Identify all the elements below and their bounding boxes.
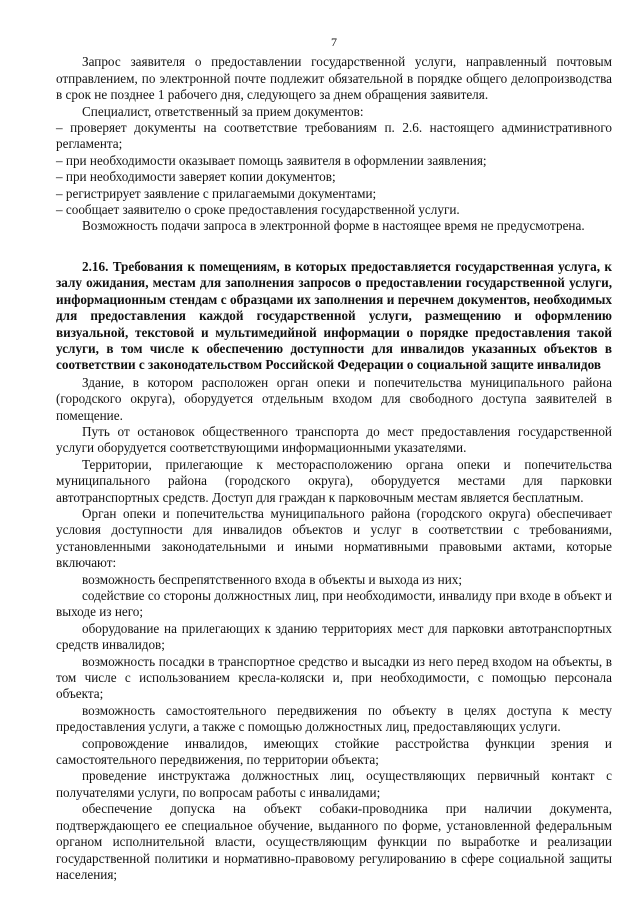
list-item: содействие со стороны должностных лиц, при необходимости, инвалиду при входе в объект и выходе из него; (56, 588, 612, 620)
list-item: возможность беспрепятственного входа в объекты и выхода из них; (82, 571, 463, 587)
body-paragraph: Здание, в котором расположен орган опеки и попечительства муниципального района (городского округа), оборудуется отдельным входом для свободного доступа заявителей в помещение. (56, 374, 612, 423)
intro-paragraph: Запрос заявителя о предоставлении государственной услуги, направленный почтовым отправлением, по электронной почте подлежит обязательной в порядке общего делопроизводства в срок не позднее 1 рабочего дня, следующего за днем обращения заявителя. (56, 54, 612, 103)
list-item: оборудование на прилегающих к зданию территориях мест для парковки автотранспортных средств инвалидов; (56, 620, 612, 653)
list-item: сопровождение инвалидов, имеющих стойкие расстройства функции зрения и самостоятельного передвижения, по территории объекта; (56, 735, 612, 768)
list-item: возможность самостоятельного передвижения по объекту в целях доступа к месту предоставления услуги, а также с помощью должностных лиц, предоставляющих услуги. (56, 702, 612, 735)
section-heading: 2.16. Требования к помещениям, в которых предоставляется государственная услуга, к залу ожидания, местам для заполнения запросов о предоставлении государственной услуги, информационным стендам с образцами их заполнения и перечнем документов, необходимых для предоставления каждой государственной услуги, размещению и оформлению визуальной, текстовой и мультимедийной информации о порядке предоставления такой услуги, в том числе к обеспечению доступности для инвалидов указанных объектов в соответствии с законодательством Российской Федерации о социальной защите инвалидов (56, 258, 612, 373)
list-item: – сообщает заявителю о сроке предоставления государственной услуги. (56, 202, 460, 218)
specialist-duties-list (56, 120, 612, 218)
list-item: обеспечение допуска на объект собаки-проводника при наличии документа, подтверждающего ее специальное обучение, выданного по форме, установленной федеральным органом исполнительной власти, осуществляющим функции по выработке и реализации государственной политики и нормативно-правовому регулированию в сфере социальной защиты населения; (56, 801, 612, 882)
body-paragraph: Территории, прилегающие к месторасположению органа опеки и попечительства муниципального района (городского округа), оборудуется местами для парковки автотранспортных средств. Доступ для граждан к парковочным местам является бесплатным. (56, 456, 612, 505)
electronic-submission-note: Возможность подачи запроса в электронной форме в настоящее время не предусмотрена. (82, 218, 585, 234)
accessibility-list (56, 572, 612, 884)
list-item: проведение инструктажа должностных лиц, осуществляющих первичный контакт с получателями услуги, по вопросам работы с инвалидами; (56, 768, 612, 800)
list-item: – при необходимости заверяет копии документов; (56, 169, 336, 185)
specialist-intro: Специалист, ответственный за прием документов: (82, 103, 364, 119)
list-item: возможность посадки в транспортное средство и высадки из него перед входом на объекты, в том числе с использованием кресла-коляски и, при необходимости, с помощью персонала объекта; (56, 653, 612, 702)
body-paragraph: Орган опеки и попечительства муниципального района (городского округа) обеспечивает условия доступности для инвалидов объектов и услуг в соответствии с требованиями, установленными законодательными и иными нормативными правовыми актами, которые включают: (56, 505, 612, 571)
section-spacer (56, 235, 612, 259)
page-number: 7 (331, 35, 337, 49)
list-item: – при необходимости оказывает помощь заявителя в оформлении заявления; (56, 152, 487, 168)
body-paragraph: Путь от остановок общественного транспорта до мест предоставления государственной услуги оборудуется соответствующими информационными указателями. (56, 423, 612, 456)
list-item: – проверяет документы на соответствие требованиям п. 2.6. настоящего административного регламента; (56, 120, 612, 152)
list-item: – регистрирует заявление с прилагаемыми документами; (56, 185, 377, 201)
